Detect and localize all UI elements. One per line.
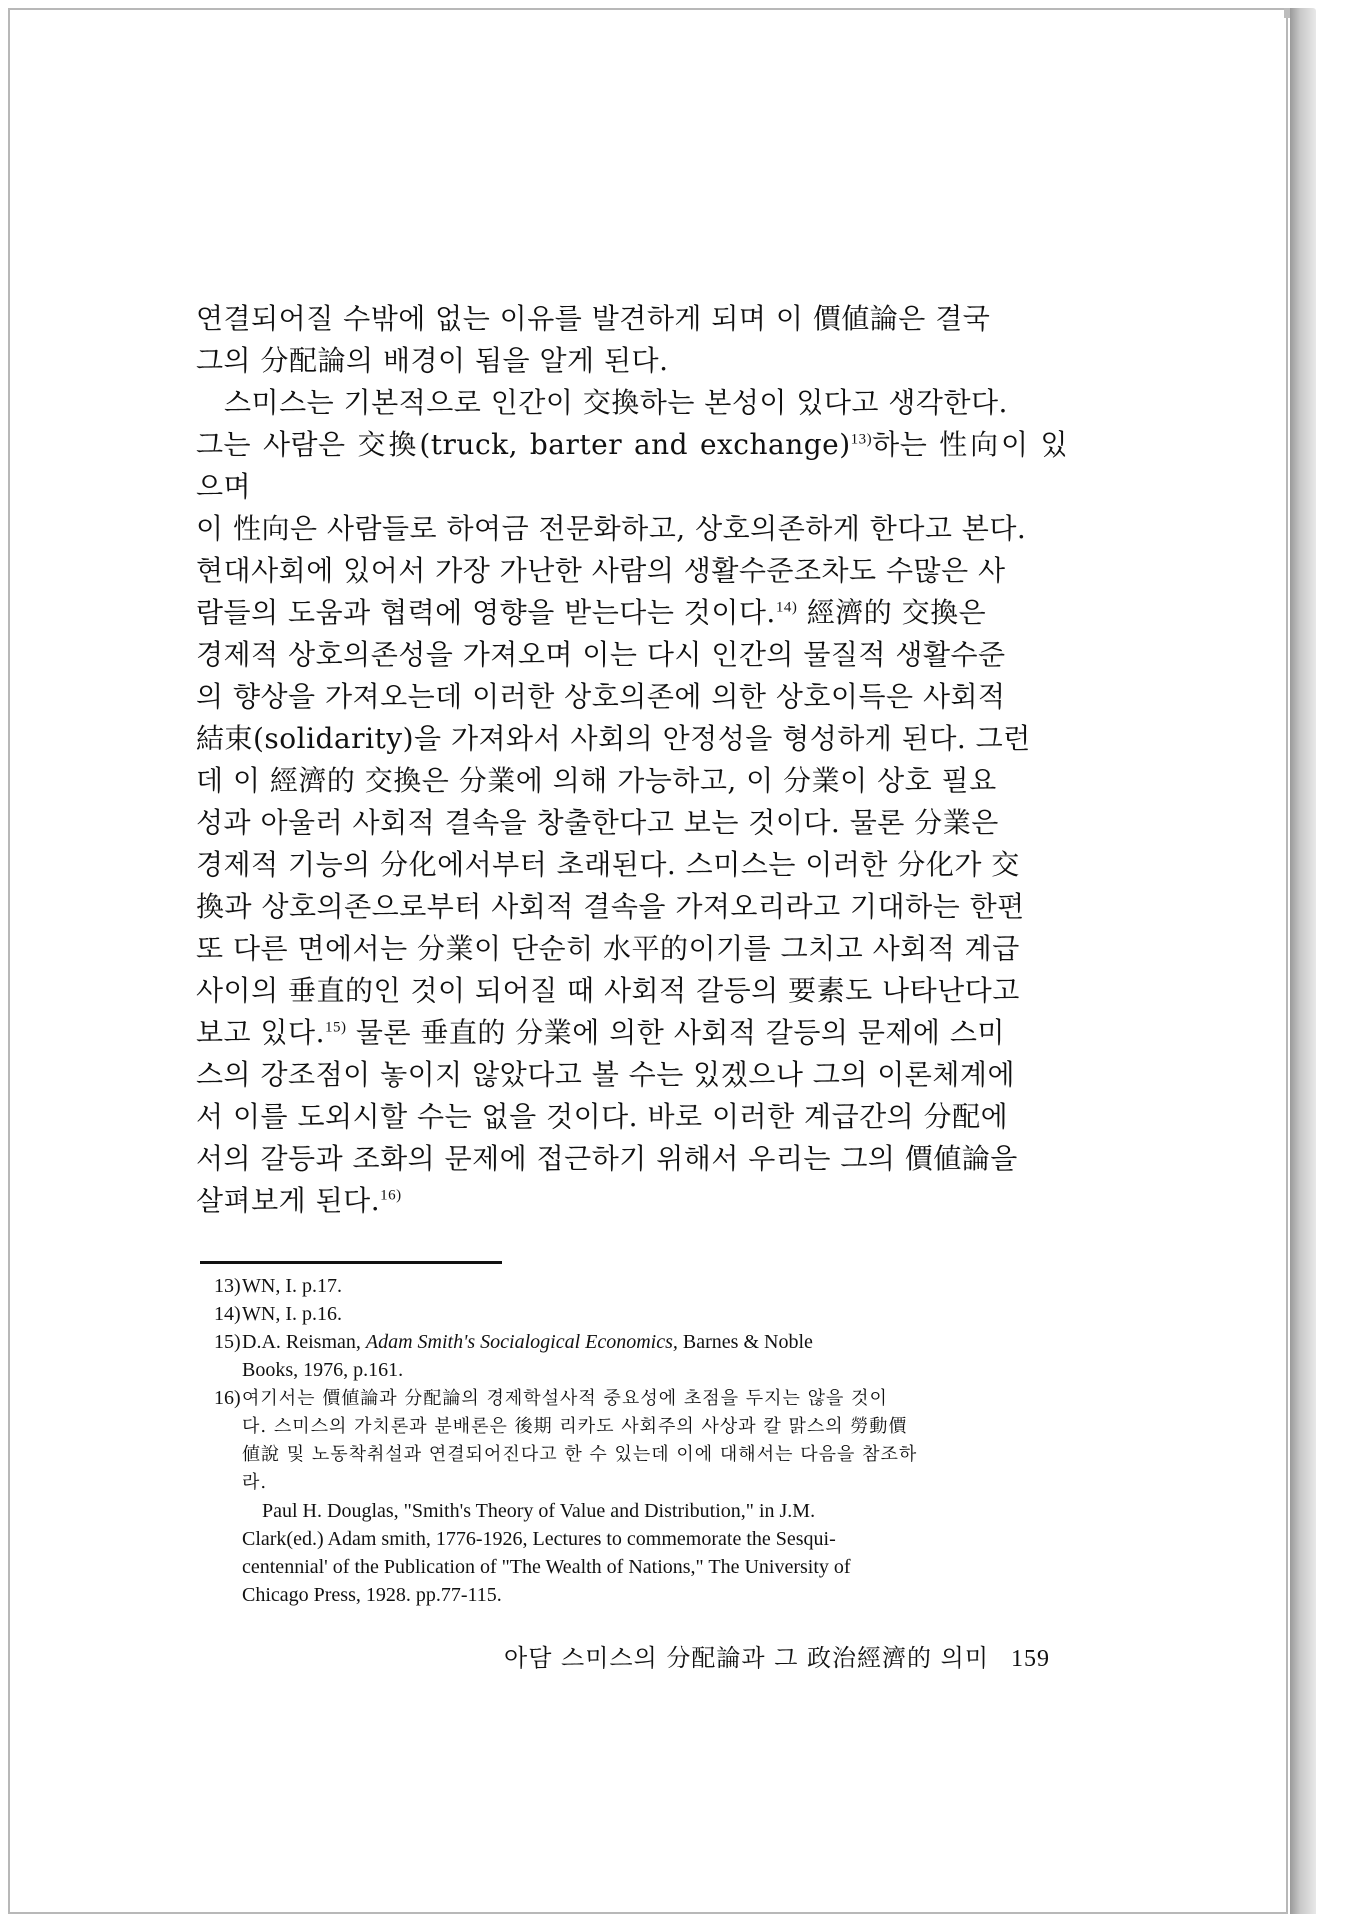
text-span: 經濟的 交換은 xyxy=(797,596,987,629)
page-footer xyxy=(430,1638,1050,1673)
footnotes xyxy=(214,1272,1070,1609)
footnote-16-line-2: 다. 스미스의 가치론과 분배론은 後期 리카도 사회주의 사상과 칼 맑스의 勞動價 xyxy=(242,1416,908,1437)
paragraph-1-line-1: 연결되어질 수밖에 없는 이유를 발견하게 되며 이 價値論은 결국 xyxy=(196,302,991,335)
paragraph-2-line-12: 換과 상호의존으로부터 사회적 결속을 가져오리라고 기대하는 한편 xyxy=(196,890,1025,923)
paragraph-2-line-4: 현대사회에 있어서 가장 가난한 사람의 생활수준조차도 수많은 사 xyxy=(196,554,1006,587)
paragraph-2-line-15 xyxy=(196,1012,1068,1054)
paragraph-2-line-5 xyxy=(196,592,1068,634)
footnote-ref-14[interactable]: 14) xyxy=(775,599,798,616)
footnote-16-citation-line-1: Paul H. Douglas, "Smith's Theory of Value and Distribution," in J.M. xyxy=(262,1500,816,1522)
paragraph-2-line-7: 의 향상을 가져오는데 이러한 상호의존에 의한 상호이득은 사회적 xyxy=(196,680,1006,713)
footnote-divider xyxy=(200,1261,502,1264)
footnote-16-citation-line-3: centennial' of the Publication of "The Wealth of Nations," The University of xyxy=(242,1556,851,1578)
page-number: 159 xyxy=(1011,1646,1050,1672)
footnote-14 xyxy=(214,1300,1070,1328)
text-span: 람들의 도움과 협력에 영향을 받는다는 것이다. xyxy=(196,596,776,629)
text-span: 하는 性向이 있으며 xyxy=(196,428,1068,503)
paragraph-2-line-11: 경제적 기능의 分化에서부터 초래된다. 스미스는 이러한 分化가 交 xyxy=(196,848,1020,881)
footnote-author: D.A. Reisman, xyxy=(242,1331,366,1353)
paragraph-2-line-13: 또 다른 면에서는 分業이 단순히 水平的이기를 그치고 사회적 계급 xyxy=(196,932,1020,965)
footnote-ref-16[interactable]: 16) xyxy=(380,1187,402,1204)
footnote-book-title: Adam Smith's Socialogical Economics, xyxy=(365,1331,678,1353)
footnote-number: 16) xyxy=(214,1387,241,1409)
footnote-16-citation-line-4: Chicago Press, 1928. pp.77-115. xyxy=(242,1584,502,1606)
text-span: 보고 있다. xyxy=(196,1016,325,1049)
paragraph-2-line-10: 성과 아울러 사회적 결속을 창출한다고 보는 것이다. 물론 分業은 xyxy=(196,806,999,839)
footnote-16-line-4: 라. xyxy=(242,1472,268,1493)
paragraph-2-line-14: 사이의 垂直的인 것이 되어질 때 사회적 갈등의 要素도 나타난다고 xyxy=(196,974,1020,1007)
text-span: 물론 垂直的 分業에 의한 사회적 갈등의 문제에 스미 xyxy=(346,1016,1005,1049)
page-edge xyxy=(1290,8,1316,1914)
text-span: 그는 사람은 交換(truck, barter and exchange) xyxy=(196,428,851,461)
footnote-text: WN, I. p.16. xyxy=(242,1303,342,1325)
paragraph-2-line-16: 스의 강조점이 놓이지 않았다고 볼 수는 있겠으나 그의 이론체계에 xyxy=(196,1058,1016,1091)
paragraph-2-line-18: 서의 갈등과 조화의 문제에 접근하기 위해서 우리는 그의 價値論을 xyxy=(196,1142,1018,1175)
paragraph-2-line-3: 이 性向은 사람들로 하여금 전문화하고, 상호의존하게 한다고 본다. xyxy=(196,512,1027,545)
paragraph-2-line-6: 경제적 상호의존성을 가져오며 이는 다시 인간의 물질적 생활수준 xyxy=(196,638,1006,671)
footnote-text: 여기서는 價値論과 分配論의 경제학설사적 중요성에 초점을 두지는 않을 것이 xyxy=(242,1388,888,1409)
text-span: 살펴보게 된다. xyxy=(196,1184,381,1217)
footnote-ref-13[interactable]: 13) xyxy=(850,431,873,448)
body-text xyxy=(196,298,1068,1222)
running-title: 아담 스미스의 分配論과 그 政治經濟的 의미 xyxy=(504,1644,989,1672)
footnote-13 xyxy=(214,1272,1070,1300)
footnote-number: 15) xyxy=(214,1331,241,1353)
footnote-16-line-3: 値說 및 노동착취설과 연결되어진다고 한 수 있는데 이에 대해서는 다음을 참조하 xyxy=(242,1444,918,1465)
footnote-16 xyxy=(214,1384,1070,1413)
footnote-text: WN, I. p.17. xyxy=(242,1275,342,1297)
footnote-16-citation-line-2: Clark(ed.) Adam smith, 1776-1926, Lectures to commemorate the Sesqui- xyxy=(242,1528,836,1550)
footnote-number: 13) xyxy=(214,1275,241,1297)
paragraph-2-line-8: 結束(solidarity)을 가져와서 사회의 안정성을 형성하게 된다. 그런 xyxy=(196,722,1031,755)
footnote-number: 14) xyxy=(214,1303,241,1325)
paragraph-2-line-2 xyxy=(196,424,1068,508)
footnote-15 xyxy=(214,1328,1070,1356)
paragraph-2-line-1: 스미스는 기본적으로 인간이 交換하는 본성이 있다고 생각한다. xyxy=(224,386,1008,419)
paragraph-2-line-19 xyxy=(196,1180,1068,1222)
footnote-ref-15[interactable]: 15) xyxy=(325,1019,347,1036)
footnote-15-line-2: Books, 1976, p.161. xyxy=(242,1359,404,1381)
footnote-publisher: Barnes & Noble xyxy=(677,1331,813,1353)
paragraph-1-line-2: 그의 分配論의 배경이 됨을 알게 된다. xyxy=(196,344,669,377)
paragraph-2-line-9: 데 이 經濟的 交換은 分業에 의해 가능하고, 이 分業이 상호 필요 xyxy=(196,764,997,797)
paragraph-2-line-17: 서 이를 도외시할 수는 없을 것이다. 바로 이러한 계급간의 分配에 xyxy=(196,1100,1009,1133)
